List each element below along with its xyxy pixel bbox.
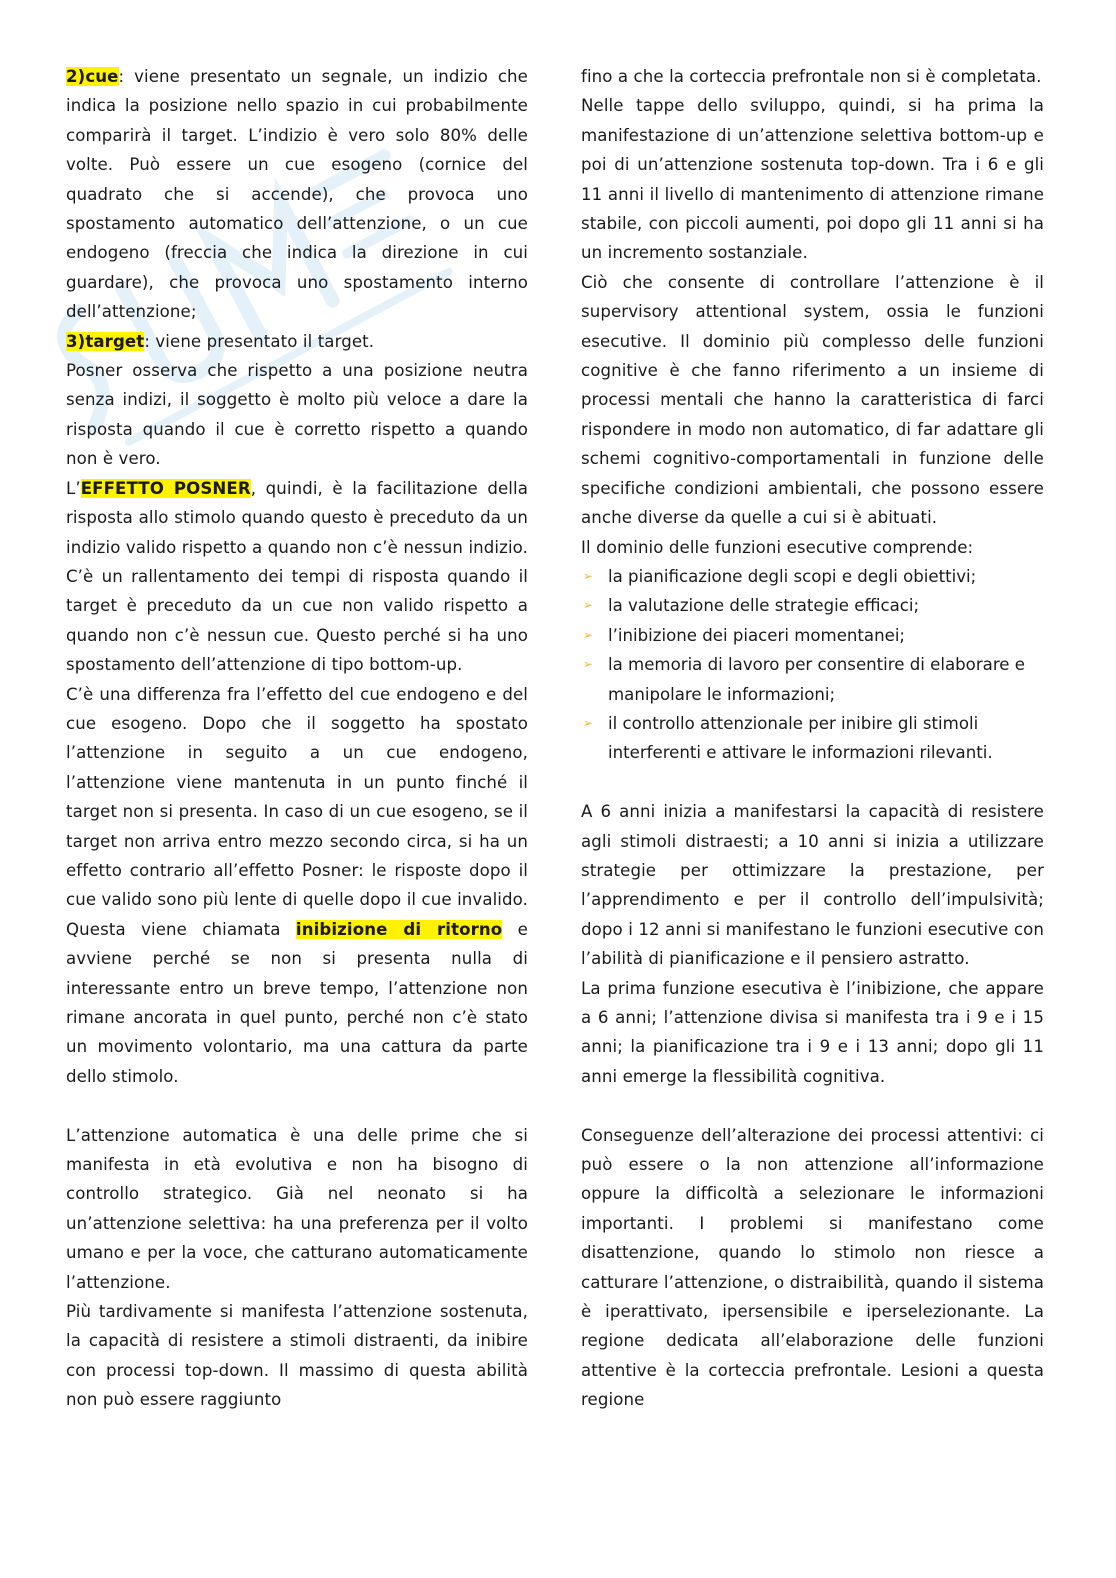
paragraph-effetto-posner-prefix: L’ <box>66 478 81 498</box>
paragraph-inibizione-after: e avviene perché se non si presenta nulla di interessante entro un breve tempo, l’attenzione non rimane ancorata in quel punto, perché non c’è stato un movimento volontario, ma una cattura da parte dello stimolo. <box>66 919 528 1086</box>
highlight-target: 3)target <box>66 331 145 351</box>
paragraph-supervisory-system: Ciò che consente di controllare l’attenzione è il supervisory attentional system, ossia le funzioni esecutive. Il dominio più complesso delle funzioni cognitive è che fanno riferimento a un insieme di processi mentali che hanno la caratteristica di farci rispondere in modo non automatico, di far adattare gli schemi cognitivo-comportamentali in funzione delle specifiche condizioni ambientali, che possono essere anche diverse da quelle a cui si è abituati. <box>581 272 1044 528</box>
arrow-bullet-icon: ➢ <box>583 627 594 642</box>
paragraph-inibizione-ritorno <box>66 680 528 1092</box>
paragraph-attenzione-automatica: L’attenzione automatica è una delle prime che si manifesta in età evolutiva e non ha bisogno di controllo strategico. Già nel neonato si ha un’attenzione selettiva: ha una preferenza per il volto umano e per la voce, che catturano automaticamente l’attenzione. <box>66 1125 528 1292</box>
paragraph-sviluppo-eta: A 6 anni inizia a manifestarsi la capacità di resistere agli stimoli distraesti; a 10 anni si inizia a utilizzare strategie per ottimizzare la prestazione, per l’apprendimento e per il controllo dell’impulsività; dopo i 12 anni si manifestano le funzioni esecutive con l’abilità di pianificazione e il pensiero astratto. <box>581 802 1044 969</box>
paragraph-target <box>66 327 528 356</box>
paragraph-prima-funzione: La prima funzione esecutiva è l’inibizione, che appare a 6 anni; l’attenzione divisa si manifesta tra i 9 e i 15 anni; la pianificazione tra i 9 e i 13 anni; dopo gli 11 anni emerge la flessibilità cognitiva. <box>581 978 1044 1086</box>
list-item: ➢ la memoria di lavoro per consentire di elaborare e manipolare le informazioni; <box>581 650 1044 709</box>
paragraph-inibizione-before: C’è una differenza fra l’effetto del cue endogeno e del cue esogeno. Dopo che il soggetto ha spostato l’attenzione in seguito a un cue endogeno, l’attenzione viene mantenuta in un punto finché il target non si presenta. In caso di un cue esogeno, se il target non arriva entro mezzo secondo circa, si ha un effetto contrario all’effetto Posner: le risposte dopo il cue valido sono più lente di quelle dopo il cue invalido. Questa viene chiamata <box>66 684 528 939</box>
list-item: ➢ la pianificazione degli scopi e degli obiettivi; <box>581 562 1044 591</box>
paragraph-posner-observation: Posner osserva che rispetto a una posizione neutra senza indizi, il soggetto è molto più veloce a dare la risposta quando il cue è corretto rispetto a quando non è vero. <box>66 361 528 469</box>
paragraph-effetto-posner-text: , quindi, è la facilitazione della risposta allo stimolo quando questo è preceduto da un indizio valido rispetto a quando non c’è nessun indizio. C’è un rallentamento dei tempi di risposta quando il target è preceduto da un cue non valido rispetto a quando non c’è nessun cue. Questo perché si ha uno spostamento dell’attenzione di tipo bottom-up. <box>66 478 528 675</box>
paragraph-tappe-sviluppo: Nelle tappe dello sviluppo, quindi, si ha prima la manifestazione di un’attenzione selettiva bottom-up e poi di un’attenzione sostenuta top-down. Tra i 6 e gli 11 anni il livello di mantenimento di attenzione rimane stabile, con piccoli aumenti, poi dopo gli 11 anni si ha un incremento sostanziale. <box>581 96 1044 263</box>
highlight-effetto-posner: EFFETTO POSNER <box>80 478 251 498</box>
list-item: ➢ il controllo attenzionale per inibire gli stimoli interferenti e attivare le informazioni rilevanti. <box>581 709 1044 768</box>
paragraph-conseguenze: Conseguenze dell’alterazione dei processi attentivi: ci può essere o la non attenzione all’informazione oppure la difficoltà a selezionare le informazioni importanti. I problemi si manifestano come disattenzione, quando lo stimolo non riesce a catturare l’attenzione, o distraibilità, quando il sistema è iperattivato, ipersensibile e iperselezionante. La regione dedicata all’elaborazione delle funzioni attentive è la corteccia prefrontale. Lesioni a questa regione <box>581 1125 1044 1410</box>
highlight-inibizione-ritorno: inibizione di ritorno <box>295 919 503 939</box>
highlight-cue: 2)cue <box>66 67 119 86</box>
arrow-bullet-icon: ➢ <box>583 568 594 583</box>
paragraph-cue <box>66 62 528 327</box>
paragraph-corteccia: fino a che la corteccia prefrontale non si è completata. <box>581 67 1042 86</box>
executive-functions-list <box>581 562 1044 768</box>
paragraph-cue-text: : viene presentato un segnale, un indizio che indica la posizione nello spazio in cui probabilmente comparirà il target. L’indizio è vero solo 80% delle volte. Può essere un cue esogeno (cornice del quadrato che si accende), che provoca uno spostamento automatico dell’attenzione, o un cue endogeno (freccia che indica la direzione in cui guardare), che provoca uno spostamento interno dell’attenzione; <box>66 67 528 322</box>
list-item: ➢ l’inibizione dei piaceri momentanei; <box>581 621 1044 650</box>
arrow-bullet-icon: ➢ <box>583 657 594 672</box>
left-column <box>66 62 528 1415</box>
paragraph-target-text: : viene presentato il target. <box>144 331 375 351</box>
right-column <box>581 62 1044 1415</box>
arrow-bullet-icon: ➢ <box>583 598 594 613</box>
paragraph-dominio-funzioni: Il dominio delle funzioni esecutive comprende: <box>581 537 974 557</box>
paragraph-attenzione-sostenuta: Più tardivamente si manifesta l’attenzione sostenuta, la capacità di resistere a stimoli distraenti, da inibire con processi top-down. Il massimo di questa abilità non può essere raggiunto <box>66 1302 528 1410</box>
paragraph-effetto-posner <box>66 474 528 680</box>
list-item: ➢ la valutazione delle strategie efficaci; <box>581 591 1044 620</box>
arrow-bullet-icon: ➢ <box>583 715 594 730</box>
